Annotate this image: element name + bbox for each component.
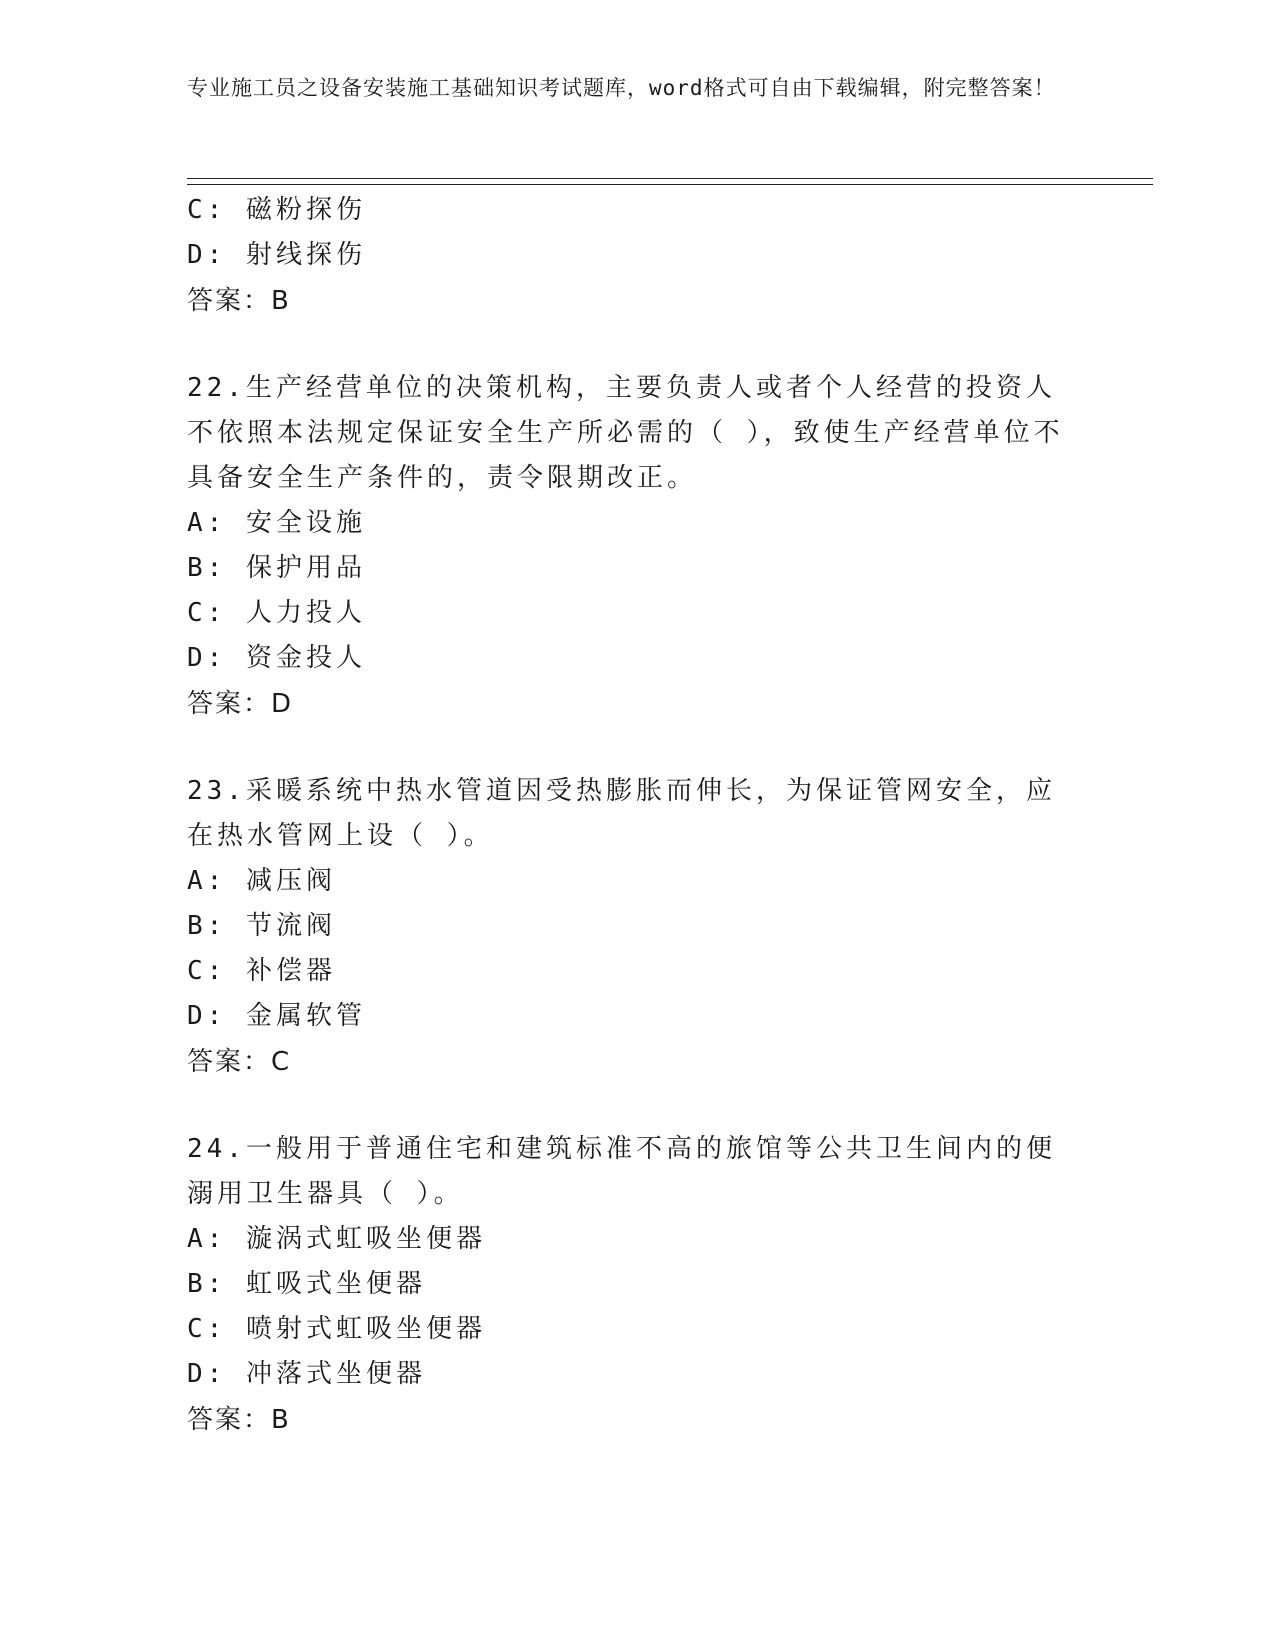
- option-b: B: 虹吸式坐便器: [187, 1269, 426, 1299]
- question-23-text: 23.采暖系统中热水管道因受热膨胀而伸长，为保证管网安全，应在热水管网上设（ ）。: [187, 776, 1056, 851]
- answer-line: 答案：C: [187, 1047, 292, 1077]
- answer-line: 答案：D: [187, 689, 294, 719]
- option-a: A: 安全设施: [187, 508, 366, 538]
- question-content: [187, 188, 1087, 1443]
- answer-line: 答案：B: [187, 1405, 291, 1435]
- option-c: C: 人力投人: [187, 598, 366, 628]
- option-d: D: 金属软管: [187, 1001, 366, 1031]
- option-a: A: 漩涡式虹吸坐便器: [187, 1224, 486, 1254]
- header-rule-top: [187, 178, 1153, 179]
- option-c: C: 喷射式虹吸坐便器: [187, 1314, 486, 1344]
- option-c: C: 补偿器: [187, 956, 336, 986]
- answer-line: 答案：B: [187, 286, 291, 316]
- option-c: C: 磁粉探伤: [187, 195, 366, 225]
- document-header: 专业施工员之设备安装施工基础知识考试题库，word格式可自由下载编辑，附完整答案！: [187, 76, 1056, 100]
- option-d: D: 冲落式坐便器: [187, 1359, 426, 1389]
- option-b: B: 保护用品: [187, 553, 366, 583]
- option-a: A: 减压阀: [187, 866, 336, 896]
- option-d: D: 射线探伤: [187, 240, 366, 270]
- question-22-text: 22.生产经营单位的决策机构，主要负责人或者个人经营的投资人不依照本法规定保证安全生产所必需的（ ），致使生产经营单位不具备安全生产条件的，责令限期改正。: [187, 373, 1064, 493]
- header-rule-bottom: [187, 184, 1153, 185]
- option-b: B: 节流阀: [187, 911, 336, 941]
- option-d: D: 资金投人: [187, 643, 366, 673]
- question-24-text: 24.一般用于普通住宅和建筑标准不高的旅馆等公共卫生间内的便溺用卫生器具（ ）。: [187, 1134, 1056, 1209]
